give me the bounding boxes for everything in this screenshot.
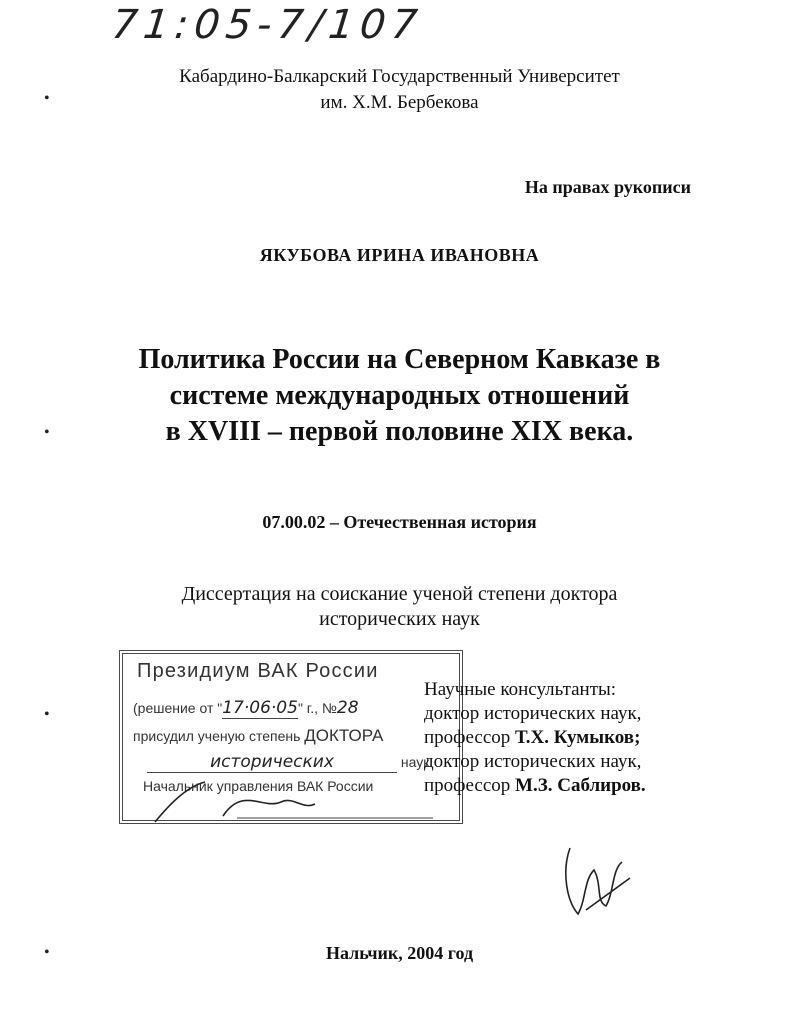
stamp-field-line (147, 752, 429, 773)
margin-mark: • (44, 90, 50, 107)
handwritten-catalog-code: 71:05-7/107 (109, 2, 426, 48)
author-name: ЯКУБОВА ИРИНА ИВАНОВНА (259, 245, 540, 265)
stamp-title: Президиум ВАК России (137, 660, 379, 682)
title-line: в XVIII – первой половине XIX века. (165, 416, 634, 447)
stamp-field-suffix: наук (400, 754, 430, 770)
consultant-name: М.З. Саблиров. (515, 775, 646, 796)
degree-line: исторических наук (319, 608, 480, 630)
consultant-title: профессор (424, 775, 516, 796)
university-block (0, 64, 799, 116)
title-line: системе международных отношений (169, 380, 630, 411)
margin-mark: • (44, 944, 50, 961)
stamp-decision-date: 17·06·05 (222, 698, 298, 718)
author-signature-icon (556, 840, 636, 920)
vak-approval-stamp (119, 650, 463, 824)
stamp-head-line: Начальник управления ВАК России (143, 778, 374, 794)
consultant-title-line (424, 726, 646, 750)
stamp-signature-icon (153, 780, 443, 824)
consultant-degree: доктор исторических наук, (424, 703, 642, 724)
university-named-after: им. Х.М. Бербекова (320, 92, 479, 113)
university-name: Кабардино-Балкарский Государственный Университет (179, 66, 620, 87)
consultant-name: Т.Х. Кумыков; (515, 727, 641, 748)
dissertation-title (0, 342, 799, 450)
scientific-consultants (424, 678, 646, 798)
stamp-awarded-line (133, 726, 383, 746)
stamp-decision-mid: " г., № (297, 700, 337, 716)
consultant-title: профессор (424, 727, 516, 748)
consultant-title-line (424, 774, 646, 798)
dissertation-degree (0, 582, 799, 632)
margin-mark: • (44, 424, 50, 441)
consultants-heading: Научные консультанты: (424, 679, 617, 700)
title-line: Политика России на Северном Кавказе в (138, 344, 661, 375)
city-year: Нальчик, 2004 год (325, 943, 474, 963)
margin-mark: • (44, 706, 50, 723)
stamp-decision-prefix: (решение от " (133, 700, 223, 716)
manuscript-rights-label: На правах рукописи (524, 177, 691, 197)
stamp-decision-number: 28 (336, 698, 359, 718)
stamp-awarded-prefix: присудил ученую степень (133, 728, 301, 744)
consultant-degree: доктор исторических наук, (424, 751, 642, 772)
stamp-awarded-degree: ДОКТОРА (304, 726, 384, 745)
degree-line: Диссертация на соискание ученой степени доктора (181, 583, 618, 605)
specialty-code: 07.00.02 – Отечественная история (262, 512, 537, 532)
stamp-decision-line (133, 698, 359, 719)
stamp-field-handwritten: исторических (147, 752, 397, 773)
